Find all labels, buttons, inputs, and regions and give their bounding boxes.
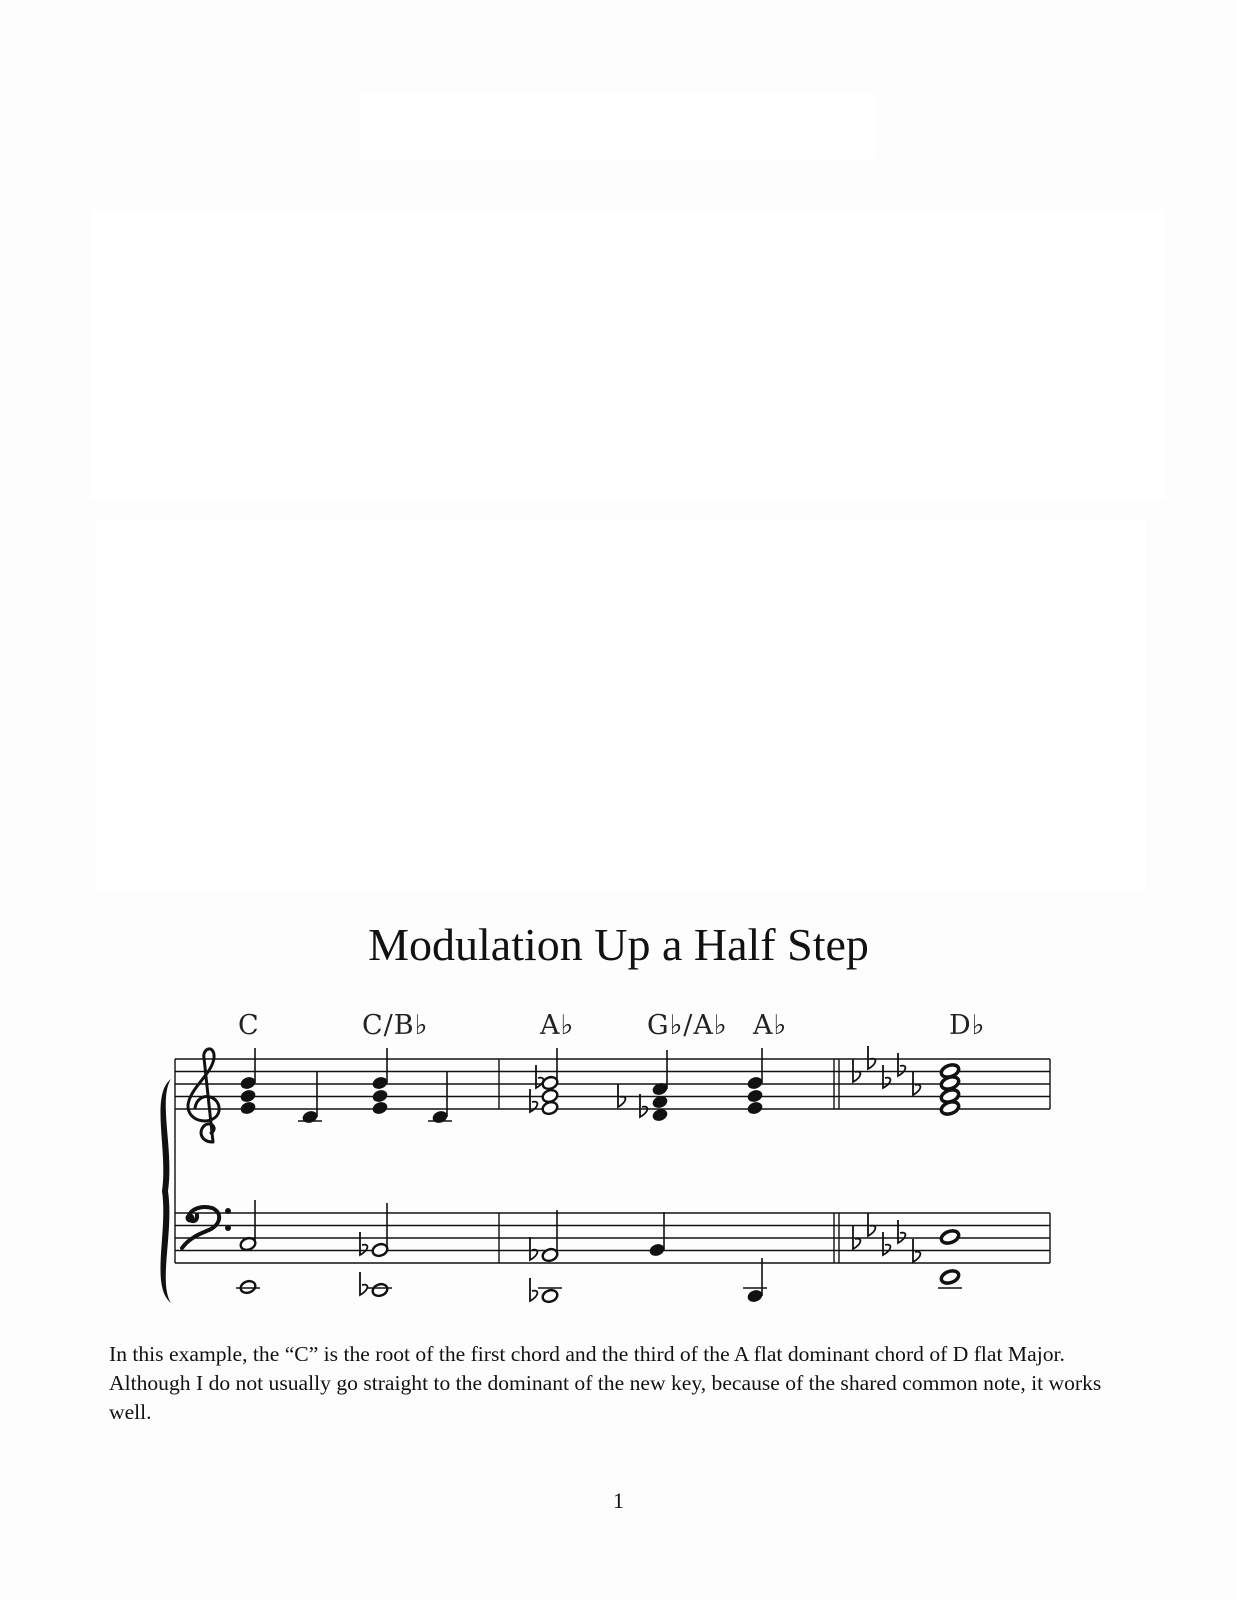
flat-sign bbox=[360, 1272, 367, 1295]
chord-symbol: G♭/A♭ bbox=[647, 1010, 728, 1041]
note-head bbox=[541, 1288, 559, 1304]
flat-sign bbox=[640, 1094, 647, 1117]
note-head bbox=[541, 1088, 559, 1104]
flat-sign bbox=[360, 1232, 367, 1255]
brace bbox=[160, 1079, 171, 1303]
flat-sign bbox=[898, 1220, 905, 1243]
chord-symbol: A♭ bbox=[540, 1010, 575, 1041]
flat-sign bbox=[868, 1213, 875, 1236]
caption-paragraph: In this example, the “C” is the root of the first chord and the third of the A flat dominant chord of D flat Major. Although I do not usually go straight to the dominant of the new key, because of the shared common note, it works well. bbox=[109, 1342, 1102, 1424]
flat-sign bbox=[530, 1278, 537, 1301]
page-number: 1 bbox=[613, 1488, 624, 1513]
treble-clef bbox=[188, 1049, 219, 1142]
flat-sign bbox=[853, 1059, 860, 1082]
note-head bbox=[239, 1100, 257, 1116]
note-head bbox=[371, 1088, 389, 1104]
chord-symbol: C/B♭ bbox=[362, 1010, 429, 1041]
chord-symbol: A♭ bbox=[753, 1010, 788, 1041]
flat-sign bbox=[898, 1053, 905, 1076]
page-title: Modulation Up a Half Step bbox=[368, 919, 869, 970]
chord-symbol: C bbox=[238, 1010, 260, 1041]
note-head bbox=[239, 1088, 257, 1104]
chord-symbol: D♭ bbox=[949, 1010, 986, 1041]
note-head bbox=[746, 1100, 764, 1116]
note-head bbox=[239, 1279, 257, 1295]
note-head bbox=[746, 1088, 764, 1104]
flat-sign bbox=[618, 1084, 625, 1107]
flat-sign bbox=[530, 1237, 537, 1260]
note-head bbox=[371, 1100, 389, 1116]
note-head bbox=[371, 1282, 389, 1298]
flat-sign bbox=[883, 1232, 890, 1255]
note-head bbox=[940, 1269, 961, 1286]
note-head bbox=[940, 1229, 961, 1246]
flat-sign bbox=[868, 1046, 875, 1069]
